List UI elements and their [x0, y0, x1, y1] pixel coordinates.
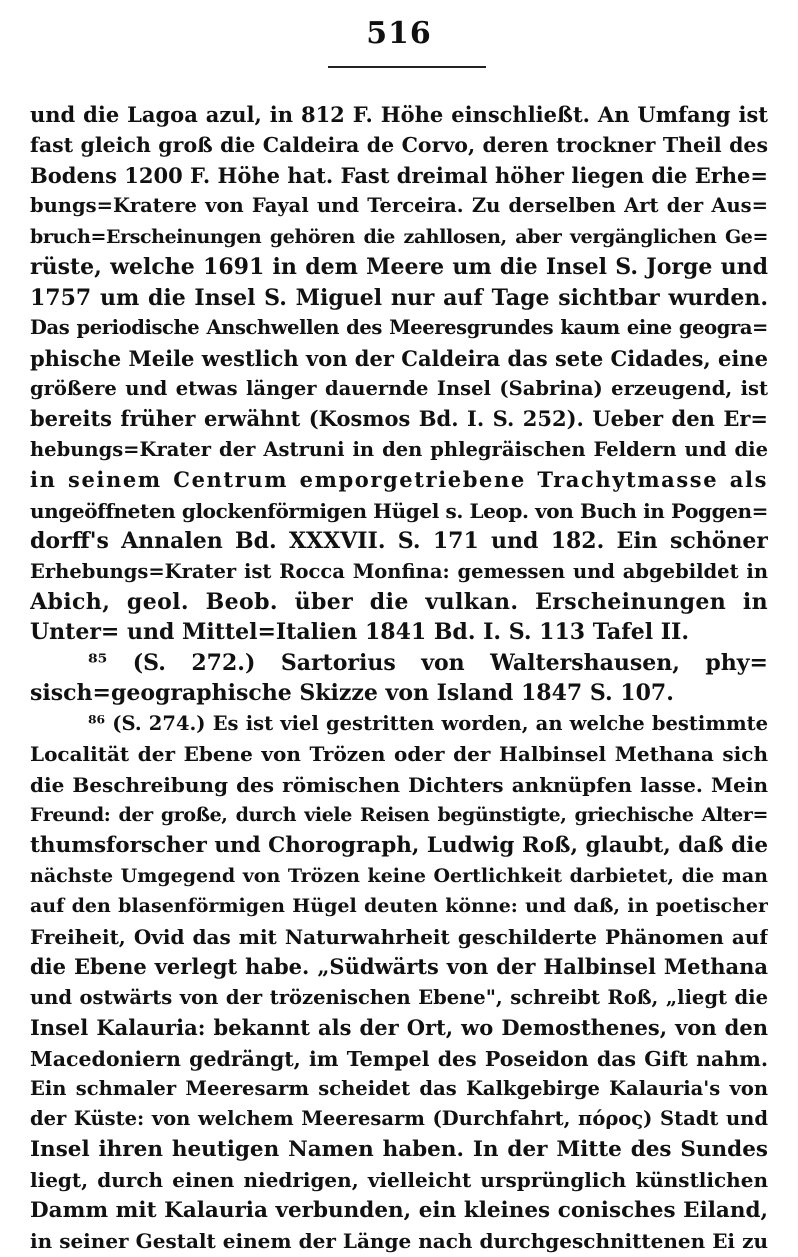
text-line: Erhebungs=Krater ist Rocca Monfina: gemessen und abgebildet in: [30, 559, 768, 583]
text-line: Insel Kalauria: bekannt als der Ort, wo Demosthenes, von den: [30, 1015, 768, 1041]
text-line: und die Lagoa azul, in 812 F. Höhe einschließt. An Umfang ist: [30, 102, 768, 127]
text-line: ungeöffneten glockenförmigen Hügel s. Leop. von Buch in Poggen=: [30, 498, 768, 523]
text-line: sisch=geographische Skizze von Island 1847 S. 107.: [30, 680, 674, 707]
text-line: größere und etwas länger dauernde Insel (Sabrina) erzeugend, ist: [30, 376, 768, 400]
header-rule: [328, 66, 486, 68]
text-line: in seiner Gestalt einem der Länge nach durchgeschnittenen Ei zu: [30, 1229, 768, 1254]
text-line: bereits früher erwähnt (Kosmos Bd. I. S. 252). Ueber den Er=: [30, 406, 768, 432]
page-number: 516: [366, 16, 432, 51]
text-line: Freiheit, Ovid das mit Naturwahrheit geschilderte Phänomen auf: [30, 924, 768, 949]
text-line: 1757 um die Insel S. Miguel nur auf Tage sichtbar wurden.: [30, 284, 768, 311]
text-line: Ein schmaler Meeresarm scheidet das Kalkgebirge Kalauria's von: [30, 1077, 768, 1100]
text-line: Abich, geol. Beob. über die vulkan. Erscheinungen in: [30, 589, 768, 615]
text-line: Das periodische Anschwellen des Meeresgrundes kaum eine geogra=: [30, 316, 768, 340]
text-line: Localität der Ebene von Trözen oder der Halbinsel Methana sich: [30, 742, 768, 767]
text-line: ⁸⁵ (S. 272.) Sartorius von Waltershausen, phy=: [88, 649, 768, 676]
text-line: der Küste: von welchem Meeresarm (Durchfahrt, πόρος) Stadt und: [30, 1107, 768, 1131]
text-line: Freund: der große, durch viele Reisen begünstigte, griechische Alter=: [30, 804, 768, 827]
text-line: bungs=Kratere von Fayal und Terceira. Zu derselben Art der Aus=: [30, 194, 768, 218]
text-line: in seinem Centrum emporgetriebene Trachytmasse als: [30, 467, 768, 493]
text-line: Insel ihren heutigen Namen haben. In der Mitte des Sundes: [30, 1136, 768, 1162]
text-line: rüste, welche 1691 in dem Meere um die Insel S. Jorge und: [30, 254, 768, 281]
text-line: liegt, durch einen niedrigen, vielleicht ursprünglich künstlichen: [30, 1168, 768, 1193]
text-line: phische Meile westlich von der Caldeira das sete Cidades, eine: [30, 345, 768, 371]
text-line: thumsforscher und Chorograph, Ludwig Roß, glaubt, daß die: [30, 832, 768, 858]
text-line: bruch=Erscheinungen gehören die zahllosen, aber vergänglichen Ge=: [30, 225, 768, 248]
text-line: und ostwärts von der trözenischen Ebene", schreibt Roß, „liegt die: [30, 985, 768, 1009]
text-line: hebungs=Krater der Astruni in den phlegräischen Feldern und die: [30, 437, 768, 461]
text-line: die Ebene verlegt habe. „Südwärts von der Halbinsel Methana: [30, 954, 768, 980]
text-line: die Beschreibung des römischen Dichters anknüpfen lasse. Mein: [30, 772, 768, 797]
text-line: dorff's Annalen Bd. XXXVII. S. 171 und 182. Ein schöner: [30, 528, 768, 555]
text-line: nächste Umgegend von Trözen keine Oertlichkeit darbietet, die man: [30, 864, 768, 887]
text-line: Unter= und Mittel=Italien 1841 Bd. I. S. 113 Tafel II.: [30, 619, 689, 646]
text-line: auf den blasenförmigen Hügel deuten könne: und daß, in poetischer: [30, 895, 768, 918]
text-line: fast gleich groß die Caldeira de Corvo, deren trockner Theil des: [30, 133, 768, 158]
text-line: Macedoniern gedrängt, im Tempel des Poseidon das Gift nahm.: [30, 1046, 768, 1071]
text-line: ⁸⁶ (S. 274.) Es ist viel gestritten worden, an welche bestimmte: [88, 711, 768, 735]
text-line: Damm mit Kalauria verbunden, ein kleines conisches Eiland,: [30, 1197, 768, 1223]
body-text: [30, 100, 768, 1257]
text-line: Bodens 1200 F. Höhe hat. Fast dreimal höher liegen die Erhe=: [30, 162, 768, 188]
